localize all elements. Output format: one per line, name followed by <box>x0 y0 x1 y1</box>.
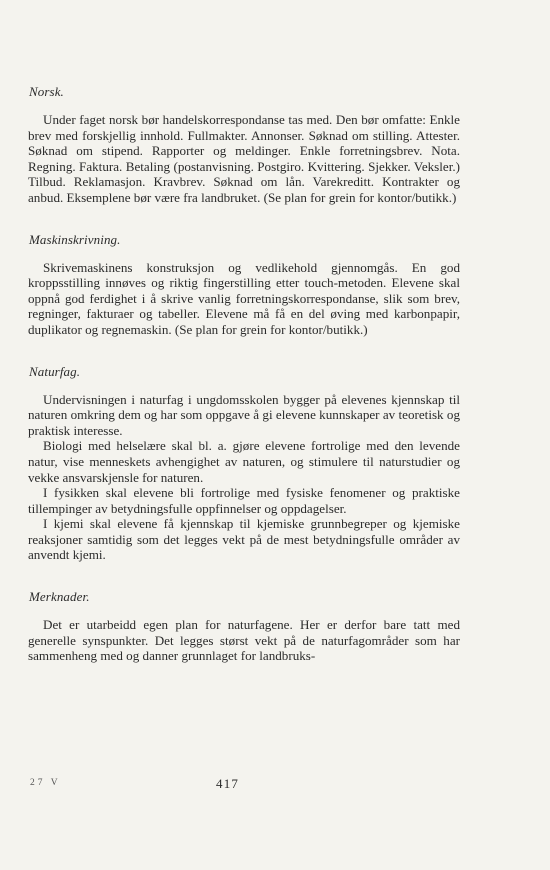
section-merknader <box>28 589 460 664</box>
section-maskinskrivning <box>28 232 460 338</box>
paragraph: Undervisningen i naturfag i ungdomsskolen bygger på elevenes kjennskap til naturen omkring dem og har som oppgave å gi elevene kunnskaper av teoretisk og praktisk interesse. <box>28 391 460 438</box>
page-footer <box>0 774 550 794</box>
page-content <box>28 84 460 690</box>
section-heading: Merknader. <box>29 589 90 605</box>
paragraph: Biologi med helselære skal bl. a. gjøre elevene fortrolige med den levende natur, vise menneskets avhengighet av naturen, og stimulere til naturstudier og vekke ansvarskjensle for naturen. <box>28 438 460 485</box>
section-norsk <box>28 84 460 206</box>
paragraph: Det er utarbeidd egen plan for naturfagene. Her er derfor bare tatt med generelle synspunkter. Det legges størst vekt på de naturfagområder som har sammenheng med og danner grunnlaget for landbruks- <box>28 617 460 664</box>
paragraph: I fysikken skal elevene bli fortrolige med fysiske fenomener og praktiske tillempinger av betydningsfulle oppfinnelser og oppdagelser. <box>28 485 460 516</box>
page-number: 417 <box>216 776 240 791</box>
paragraph: I kjemi skal elevene få kjennskap til kjemiske grunnbegreper og kjemiske reaksjoner samtidig som det legges vekt på de mest betydningsfulle områder av anvendt kjemi. <box>28 516 460 563</box>
section-heading: Norsk. <box>29 84 64 99</box>
section-heading: Maskinskrivning. <box>29 231 121 247</box>
printer-signature: 27 V <box>30 778 61 788</box>
paragraph: Skrivemaskinens konstruksjon og vedlikehold gjennomgås. En god kroppsstilling innøves og riktig fingerstilling etter touch-metoden. Elevene skal oppnå god ferdighet i å skrive vanlig forretningskorrespondanse, slik som brev, regninger, fakturaer og tabeller. Elevene må få en del øving med karbonpapir, duplikator og regnemaskin. (Se plan for grein for kontor/butikk.) <box>28 259 460 337</box>
section-naturfag <box>28 364 460 564</box>
section-heading: Naturfag. <box>29 363 81 379</box>
paragraph: Under faget norsk bør handelskorrespondanse tas med. Den bør omfatte: Enkle brev med forskjellig innhold. Fullmakter. Annonser. Søknad om stilling. Attester. Søknad om stipend. Rapporter og meldinger. Enkle forretningsbrev. Nota. Regning. Faktura. Betaling (postanvisning. Postgiro. Kvittering. Sjekker. Veksler.) Tilbud. Reklamasjon. Kravbrev. Søknad om lån. Varekreditt. Kontrakter og anbud. Eksemplene bør være fra landbruket. (Se plan for grein for kontor/butikk.) <box>28 112 460 205</box>
